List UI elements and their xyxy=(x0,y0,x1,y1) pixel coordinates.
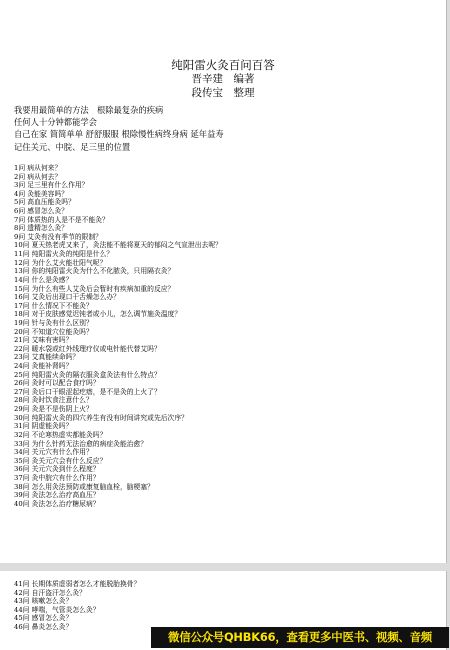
question-item: 29问 灸是不是伤阴上火？ xyxy=(14,405,93,414)
question-item: 32问 不论寒热虚实都能灸吗？ xyxy=(14,430,107,439)
question-item: 38问 怎么用灸法预防或康复脑血栓，脑梗塞？ xyxy=(14,482,154,491)
question-item: 9问 艾灸有没有季节的限制？ xyxy=(14,232,103,241)
question-item: 13问 你的纯阳雷火灸为什么不化脓灸，只用隔衣灸？ xyxy=(14,267,175,276)
question-item: 10问 夏天热老虎又来了，灸法能不能将夏天的郁闷之气宣泄出去呢？ xyxy=(14,241,222,250)
question-list xyxy=(14,580,140,632)
question-item: 43问 咳嗽怎么灸？ xyxy=(14,597,73,606)
question-item: 44问 哮喘，气管炎怎么灸？ xyxy=(14,605,100,614)
question-item: 1问 病从何来？ xyxy=(14,164,62,172)
question-item: 16问 艾灸后出现口干舌燥怎么办？ xyxy=(14,293,120,302)
question-item: 12问 为什么艾火能壮阳气呢？ xyxy=(14,258,107,267)
question-item: 14问 什么是灸感？ xyxy=(14,275,73,284)
author-line: 晋辛建 编著 xyxy=(191,73,255,85)
question-item: 31问 阴虚能灸吗？ xyxy=(14,422,73,431)
question-item: 24问 灸能补肾吗？ xyxy=(14,362,73,371)
question-item: 39问 灸法怎么治疗高血压？ xyxy=(14,491,100,500)
question-item: 35问 灸关元穴会有什么反应？ xyxy=(14,456,107,465)
intro-line: 自己在家 简简单单 舒舒服服 根除慢性病终身病 延年益寿 xyxy=(14,129,224,140)
question-item: 21问 艾味有害吗？ xyxy=(14,336,73,345)
question-item: 11问 纯阳雷火灸的纯阳是什么？ xyxy=(14,250,114,259)
question-item: 6问 感冒怎么灸？ xyxy=(14,207,69,216)
question-item: 42问 自汗盗汗怎么灸？ xyxy=(14,588,86,597)
question-item: 36问 关元穴灸到什么程度？ xyxy=(14,465,100,474)
wechat-banner: 微信公众号QHBK66，查看更多中医书、视频、音频 xyxy=(151,627,449,648)
question-item: 3问 足三里有什么作用？ xyxy=(14,181,89,190)
intro-line: 记住关元、中脘、足三里的位置 xyxy=(14,141,131,152)
question-item: 45问 感冒怎么灸？ xyxy=(14,614,73,623)
question-item: 37问 灸中脘穴有什么作用？ xyxy=(14,473,100,482)
question-item: 46问 鼻炎怎么灸？ xyxy=(14,623,73,632)
question-item: 18问 对于皮肤感觉迟钝者或小儿，怎么调节施灸温度？ xyxy=(14,310,182,319)
question-item: 30问 纯阳雷火灸的四穴养生有没有时间讲究或先后次序？ xyxy=(14,413,188,422)
question-item: 8问 遗精怎么灸？ xyxy=(14,224,69,233)
question-item: 19问 针与灸有什么区别？ xyxy=(14,318,93,327)
question-item: 41问 长期体质虚弱者怎么才能脱胎换骨？ xyxy=(14,580,141,588)
question-item: 28问 灸时饮食注意什么？ xyxy=(14,396,93,405)
intro-line: 我要用最简单的方法 根除最复杂的疾病 xyxy=(14,105,164,115)
question-item: 15问 为什么有些人艾灸后会暂时有疾病加重的反应？ xyxy=(14,284,175,293)
question-item: 4问 灸能美容吗？ xyxy=(14,189,69,198)
intro-line: 任何人十分钟都能学会 xyxy=(14,117,97,128)
question-item: 25问 纯阳雷火灸的隔衣服灸盒灸法有什么特点？ xyxy=(14,370,161,379)
question-item: 26问 灸时可以配合食疗吗？ xyxy=(14,379,100,388)
intro-text xyxy=(14,104,224,153)
question-list xyxy=(14,164,222,508)
question-item: 17问 什么情况下不能灸？ xyxy=(14,301,93,310)
question-item: 33问 为什么针药无法治愈的病症灸能治愈？ xyxy=(14,439,148,448)
question-item: 34问 关元穴有什么作用？ xyxy=(14,448,93,457)
question-item: 23问 艾真能续命吗？ xyxy=(14,353,80,362)
question-item: 22问 暖水袋或红外线理疗仪或电针能代替艾吗？ xyxy=(14,344,161,353)
editor-line: 段传宝 整理 xyxy=(191,87,255,99)
question-item: 2问 病从何去？ xyxy=(14,172,62,181)
question-item: 20问 不知道穴位能灸吗？ xyxy=(14,327,93,336)
question-item: 40问 灸法怎么治疗糖尿病？ xyxy=(14,499,100,508)
question-item: 5问 高血压能灸吗？ xyxy=(14,198,75,207)
question-item: 27问 灸后口干眼涩起疙瘩，是不是灸的上火了？ xyxy=(14,387,161,396)
question-item: 7问 体质热的人是不是不能灸？ xyxy=(14,215,109,224)
document-title: 纯阳雷火灸百问百答 xyxy=(171,58,275,72)
